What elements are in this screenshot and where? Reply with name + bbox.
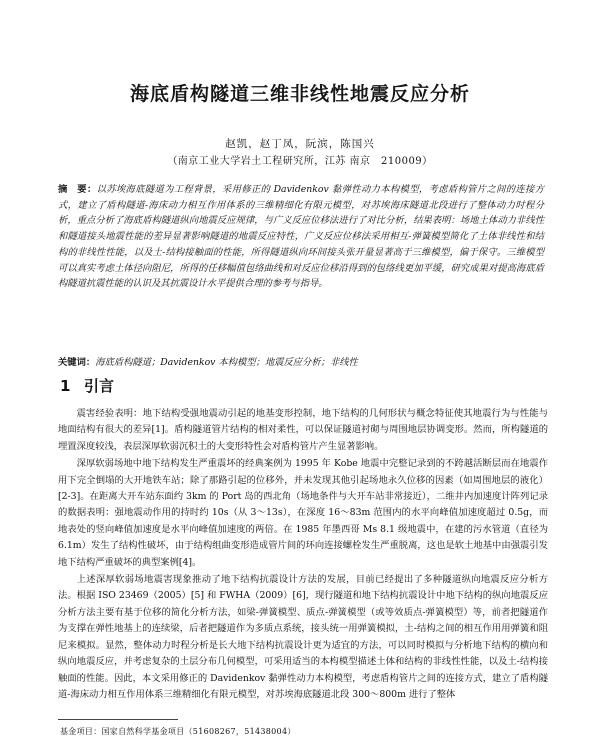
- abstract-label: 摘 要：: [58, 184, 97, 195]
- abstract-block: [58, 182, 544, 292]
- author-list: 赵凯，赵丁凤，阮滨，陈国兴: [225, 138, 375, 150]
- keywords-text: 海底盾构隧道；Davidenkov 本构模型；地震反应分析；非线性: [95, 357, 358, 368]
- paragraph: 深厚软弱场地中地下结构发生严重震坏的经典案例为 1995 年 Kobe 地震中完整记录到的不跨越活断层而在地震作用下完全倒塌的大开地铁车站；除了那路引起的位移外，并未发现其他引起场地永久位移的因素（如周围地层的液化）[2-3]。在距离大开车站东面约 3km 的 Port 岛的西北角（场地条件与大开车站非常接近），二维井内加速度计阵列记录的数据表明：强地震动作用的持时约 10s（从 3～13s），在深度 16～83m 范围内的水平向峰值加速度超过 0.5g，而地表处的竖向峰值加速度是水平向峰值加速度的两倍。在 1985 年墨西哥 Ms 8.1 级地震中，在建的污水管道（直径为 6.1m）发生了结构性破坏，由于结构组曲变形造成管片间的环向连接螺栓发生严重脱离，这也是软土地基中由强震引发地下结构严重破坏的典型案例[4]。: [58, 458, 548, 568]
- body-text: [58, 406, 548, 704]
- footnote: 基金项目：国家自然科学基金项目（51608267，51438004）: [60, 727, 296, 736]
- affiliation: （南京工业大学岩土工程研究所，江苏 南京 210009）: [167, 156, 433, 167]
- abstract-text: 以苏埃海底隧道为工程背景，采用修正的 Davidenkov 黏弹性动力本构模型，考虑盾构管片之间的连接方式，建立了盾构隧道-海床动力相互作用体系的三维精细化有限元模型，对苏埃海床隧道北段进行了整体动力时程分析，重点分析了海底盾构隧道纵向地震反应规律，与广义反应位移法进行了对比分析，结果表明：场地土体动力非线性和隧道接头地震性能的差异显著影响隧道的地震反应特性，广义反应位移法采用相互-弹簧模型简化了土体非线性和结构的非线性性能，以及土-结构接触面的性能，所得隧道纵向环间接头张开量显著高于三维模型，偏于保守。三维模型可以真实考虑土体径向阻尼，所得的任移幅值包络曲线和对反应位移沿得到的包络线更加平缓，研究成果对提高海底盾构隧道抗震性能的认识及其抗震设计水平提供合理的参考与指导。: [58, 184, 544, 290]
- section-heading: [60, 375, 114, 396]
- section-title: 引言: [84, 377, 115, 395]
- footnote-rule: [58, 719, 178, 720]
- keywords-block: [58, 356, 544, 370]
- paragraph: 上述深厚软弱场地震害现象推动了地下结构抗震设计方法的发展，目前已经提出了多种隧道纵向地震反应分析方法。根据 ISO 23469（2005）[5] 和 FWHA（2009）[6]，现行隧道和地下结构抗震设计中地下结构的纵向地震反应分析方法主要有基于位移的简化分析方法，如梁-弹簧模型、质点-弹簧模型（或等效质点-弹簧模型）等，前者把隧道作为支撑在弹性地基上的连续梁，后者把隧道作为多质点系统，接头统一用弹簧模拟，土-结构之间的相互作用用弹簧和阻尼来模拟。显然，整体动力时程分析是长大地下结构抗震设计更为适宜的方法，可以同时模拟与分析地下结构的横向和纵向地震反应，并考虑复杂的土层分布几何模型，可采用适当的本构模型描述土体和结构的非线性性能，以及土-结构接触面的性能。因此，本文采用修正的 Davidenkov 黏弹性动力本构模型，考虑盾构管片之间的连接方式，建立了盾构隧道-海床动力相互作用体系三维精细化有限元模型，对苏埃海底隧道北段 300～800m 进行了整体: [58, 574, 548, 700]
- section-number: 1: [60, 377, 71, 395]
- keywords-label: 关键词：: [58, 357, 96, 368]
- paragraph: 震害经验表明：地下结构受强地震动引起的地基变形控制，地下结构的几何形状与概念特征使其地震行为与性能与地面结构有很大的差异[1]。盾构隧道管片结构的相对柔性，可以保证隧道衬砌与周围地层协调变形。然而，所构隧道的埋置深度较浅，表层深厚软弱沉积土的大变形特性会对盾构管片产生显著影响。: [58, 408, 548, 452]
- paper-title: 海底盾构隧道三维非线性地震反应分析: [129, 83, 470, 105]
